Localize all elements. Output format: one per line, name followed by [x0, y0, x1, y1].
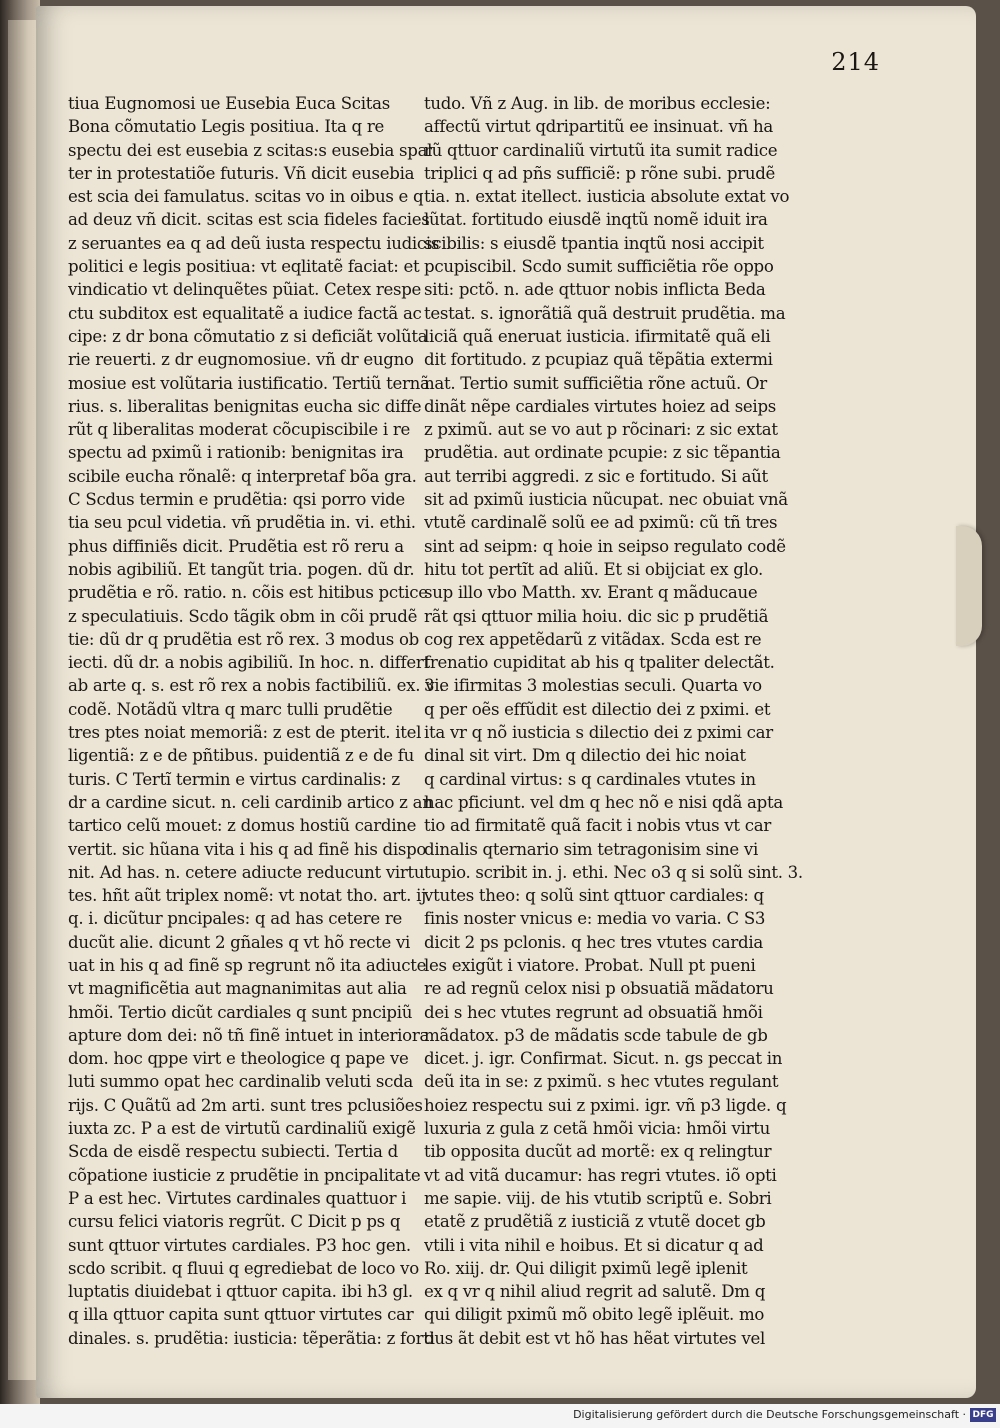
right-text-column: [424, 92, 819, 1350]
text-line: rãt qsi qttuor milia hoiu. dic sic p prudẽtiã: [424, 606, 769, 626]
text-line: hac pficiunt. vel dm q hec nõ e nisi qdã apta: [424, 792, 783, 812]
text-line: sint ad seipm: q hoie in seipso regulato codẽ: [424, 536, 786, 556]
text-line: q illa qttuor capita sunt qttuor virtutes car: [68, 1305, 414, 1325]
text-line: tia. n. extat itellect. iusticia absolute extat vo: [424, 187, 790, 207]
text-line: tres ptes noiat memoriã: z est de pterit. itel: [68, 723, 422, 743]
text-line: turis. C Tertĩ termin e virtus cardinalis: z: [68, 769, 400, 789]
text-line: dei s hec vtutes regrunt ad obsuatiã hmõi: [424, 1002, 763, 1022]
text-line: les exigũt i viatore. Probat. Null pt pueni: [424, 955, 756, 975]
text-line: est scia dei famulatus. scitas vo in oibus e q: [68, 187, 424, 207]
text-line: nat. Tertio sumit sufficiẽtia rõne actuũ. Or: [424, 373, 767, 393]
text-line: ducũt alie. dicunt 2 gñales q vt hõ recte vi: [68, 932, 411, 952]
text-line: spectu ad pximũ i rationib: benignitas ira: [68, 443, 404, 463]
text-line: tie: dũ dr q prudẽtia est rõ rex. 3 modus ob: [68, 629, 420, 649]
text-line: hoiez respectu sui z pximi. igr. vñ p3 ligde. q: [424, 1095, 787, 1115]
text-line: ab arte q. s. est rõ rex a nobis factibiliũ. ex. vi.: [68, 676, 445, 696]
text-line: scibile eucha rõnalẽ: q interpretaf bõa gra.: [68, 466, 417, 486]
text-line: hmõi. Tertio dicũt cardiales q sunt pncipiũ: [68, 1002, 413, 1022]
text-line: sit ad pximũ iusticia nũcupat. nec obuiat vnã: [424, 490, 788, 510]
text-line: cõpatione iusticie z prudẽtie in pncipalitate: [68, 1165, 421, 1185]
text-line: tupio. scribit in. j. ethi. Nec o3 q si solũ sint. 3.: [424, 862, 803, 882]
text-line: vtili i vita nihil e hoibus. Et si dicatur q ad: [424, 1235, 764, 1255]
text-line: vertit. sic hũana vita i his q ad finẽ his dispo: [68, 839, 427, 859]
text-line: uat in his q ad finẽ sp regrunt nõ ita adiucte: [68, 955, 427, 975]
text-line: nit. Ad has. n. cetere adiucte reducunt virtu: [68, 862, 425, 882]
text-line: affectũ virtut qdripartitũ ee insinuat. vñ ha: [424, 117, 774, 137]
text-line: phus diffiniẽs dicit. Prudẽtia est rõ reru a: [68, 536, 404, 556]
text-line: qui diligit pximũ mõ obito legẽ iplẽuit. mo: [424, 1305, 765, 1325]
text-line: politici e legis positiua: vt eqlitatẽ faciat: et: [68, 257, 420, 277]
text-line: me sapie. viij. de his vtutib scriptũ e. Sobri: [424, 1188, 772, 1208]
text-line: mãdatox. p3 de mãdatis scde tabule de gb: [424, 1025, 768, 1045]
text-line: z seruantes ea q ad deũ iusta respectu iudicis: [68, 233, 440, 253]
left-text-column: [68, 92, 463, 1350]
text-line: dinãt nẽpe cardiales virtutes hoiez ad seips: [424, 396, 776, 416]
text-line: ita vr q nõ iusticia s dilectio dei z pximi car: [424, 723, 773, 743]
text-line: dom. hoc qppe virt e theologice q pape ve: [68, 1049, 409, 1069]
page-fold: [956, 526, 982, 646]
text-line: iecti. dũ dr. a nobis agibiliũ. In hoc. n. differt: [68, 653, 430, 673]
text-line: rũ qttuor cardinaliũ virtutũ ita sumit radice: [424, 140, 778, 160]
text-line: iuxta zc. P a est de virtutũ cardinaliũ exigẽ: [68, 1119, 416, 1139]
text-line: scdo scribit. q fluui q egrediebat de loco vo: [68, 1258, 419, 1278]
text-line: frenatio cupiditat ab his q tpaliter delectãt.: [424, 653, 775, 673]
text-line: sup illo vbo Matth. xv. Erant q mãducaue: [424, 583, 758, 603]
text-line: hitu tot pertĩt ad aliũ. Et si obijciat ex glo.: [424, 559, 763, 579]
text-line: pcupiscibil. Scdo sumit sufficiẽtia rõe oppo: [424, 257, 774, 277]
text-line: Ro. xiij. dr. Qui diligit pximũ legẽ iplenit: [424, 1258, 748, 1278]
text-line: ter in protestatiõe futuris. Vñ dicit eusebia: [68, 163, 415, 183]
text-line: sunt qttuor virtutes cardiales. P3 hoc gen.: [68, 1235, 411, 1255]
text-line: vt ad vitã ducamur: has regri vtutes. iõ opti: [424, 1165, 777, 1185]
text-line: spectu dei est eusebia z scitas:s eusebia spal: [68, 140, 433, 160]
text-line: q per oẽs effũdit est dilectio dei z pximi. et: [424, 699, 771, 719]
page-number: 214: [831, 48, 880, 76]
text-line: etatẽ z prudẽtiã z iusticiã z vtutẽ docet gb: [424, 1212, 766, 1232]
text-line: tia seu pcul videtia. vñ prudẽtia in. vi. ethi.: [68, 513, 416, 533]
text-line: dinalis qternario sim tetragonisim sine vi: [424, 839, 758, 859]
text-line: re ad regnũ celox nisi p obsuatiã mãdatoru: [424, 979, 774, 999]
text-line: triplici q ad pñs sufficiẽ: p rõne subi. prudẽ: [424, 163, 776, 183]
text-line: luxuria z gula z cetã hmõi vicia: hmõi virtu: [424, 1119, 771, 1139]
text-line: vtutẽ cardinalẽ solũ ee ad pximũ: cũ tñ tres: [424, 513, 778, 533]
text-line: tio ad firmitatẽ quã facit i nobis vtus vt car: [424, 816, 771, 836]
text-line: finis noster vnicus e: media vo varia. C S3: [424, 909, 766, 929]
text-line: 3 e ifirmitas 3 molestias seculi. Quarta vo: [424, 676, 762, 696]
text-line: ex q vr q nihil aliud regrit ad salutẽ. Dm q: [424, 1282, 766, 1302]
text-line: prudẽtia. aut ordinate pcupie: z sic tẽpantia: [424, 443, 781, 463]
text-line: aut terribi aggredi. z sic e fortitudo. Si aũt: [424, 466, 768, 486]
text-line: rijs. C Quãtũ ad 2m arti. sunt tres pclusiões: [68, 1095, 423, 1115]
text-line: apture dom dei: nõ tñ finẽ intuet in interiora: [68, 1025, 430, 1045]
text-line: codẽ. Notãdũ vltra q marc tulli prudẽtie: [68, 699, 393, 719]
text-line: scibilis: s eiusdẽ tpantia inqtũ nosi accipit: [424, 233, 764, 253]
text-line: lũtat. fortitudo eiusdẽ inqtũ nomẽ iduit ira: [424, 210, 768, 230]
text-line: liciã quã eneruat iusticia. ifirmitatẽ quã eli: [424, 326, 771, 346]
text-line: tes. hñt aũt triplex nomẽ: vt notat tho. art. ij.: [68, 886, 431, 906]
text-line: cog rex appetẽdarũ z vitãdax. Scda est re: [424, 629, 762, 649]
text-line: luptatis diuidebat i qttuor capita. ibi h3 gl.: [68, 1282, 413, 1302]
text-line: z speculatiuis. Scdo tãgik obm in cõi prudẽ: [68, 606, 418, 626]
text-line: testat. s. ignorãtiã quã destruit prudẽtia. ma: [424, 303, 786, 323]
text-line: deũ ita in se: z pximũ. s hec vtutes regulant: [424, 1072, 779, 1092]
text-line: dus ãt debit est vt hõ has hẽat virtutes vel: [424, 1328, 766, 1348]
text-line: dicet. j. igr. Confirmat. Sicut. n. gs peccat in: [424, 1049, 783, 1069]
text-line: Bona cõmutatio Legis positiua. Ita q re: [68, 117, 384, 137]
text-line: Scda de eisdẽ respectu subiecti. Tertia d: [68, 1142, 398, 1162]
text-line: nobis agibiliũ. Et tangũt tria. pogen. dũ dr.: [68, 559, 415, 579]
text-line: siti: pctõ. n. ade qttuor nobis inflicta Beda: [424, 280, 766, 300]
footer-credit: Digitalisierung gefördert durch die Deutsche Forschungsgemeinschaft ·: [573, 1408, 966, 1421]
text-line: rie reuerti. z dr eugnomosiue. vñ dr eugno: [68, 350, 414, 370]
text-line: tib opposita ducũt ad mortẽ: ex q relingtur: [424, 1142, 772, 1162]
text-line: q cardinal virtus: s q cardinales vtutes in: [424, 769, 756, 789]
text-line: ligentiã: z e de pñtibus. puidentiã z e de fu: [68, 746, 415, 766]
text-line: dinal sit virt. Dm q dilectio dei hic noiat: [424, 746, 746, 766]
text-line: C Scdus termin e prudẽtia: qsi porro vide: [68, 490, 405, 510]
text-line: z pximũ. aut se vo aut p rõcinari: z sic extat: [424, 420, 778, 440]
text-line: q. i. dicũtur pncipales: q ad has cetere re: [68, 909, 402, 929]
text-line: prudẽtia e rõ. ratio. n. cõis est hitibus pctice: [68, 583, 428, 603]
text-line: rũt q liberalitas moderat cõcupiscibile i re: [68, 420, 411, 440]
text-line: ctu subditox est equalitatẽ a iudice factã ac: [68, 303, 422, 323]
text-line: dicit 2 ps pclonis. q hec tres vtutes cardia: [424, 932, 763, 952]
text-line: rius. s. liberalitas benignitas eucha sic diffe: [68, 396, 422, 416]
text-line: dr a cardine sicut. n. celi cardinib artico z an: [68, 792, 433, 812]
text-line: dinales. s. prudẽtia: iusticia: tẽperãtia: z forti: [68, 1328, 435, 1348]
text-line: vindicatio vt delinquẽtes pũiat. Cetex respe: [68, 280, 422, 300]
text-line: tiua Eugnomosi ue Eusebia Euca Scitas: [68, 94, 390, 113]
text-line: luti summo opat hec cardinalib veluti scda: [68, 1072, 414, 1092]
text-line: tudo. Vñ z Aug. in lib. de moribus ecclesie:: [424, 94, 771, 113]
dfg-logo: DFG: [970, 1408, 996, 1422]
text-line: mosiue est volũtaria iustificatio. Tertiũ ternã: [68, 373, 430, 393]
text-line: dit fortitudo. z pcupiaz quã tẽpãtia extermi: [424, 350, 773, 370]
text-line: vtutes theo: q solũ sint qttuor cardiales: q: [424, 886, 764, 906]
footer-bar: [0, 1404, 1000, 1428]
text-line: vt magnificẽtia aut magnanimitas aut alia: [68, 979, 407, 999]
text-line: P a est hec. Virtutes cardinales quattuor i: [68, 1188, 407, 1208]
text-line: tartico celũ mouet: z domus hostiũ cardine: [68, 816, 417, 836]
text-line: ad deuz vñ dicit. scitas est scia fideles facies: [68, 210, 430, 230]
text-line: cursu felici viatoris regrũt. C Dicit p ps q: [68, 1212, 401, 1232]
text-line: cipe: z dr bona cõmutatio z si deficiãt volũta: [68, 326, 428, 346]
